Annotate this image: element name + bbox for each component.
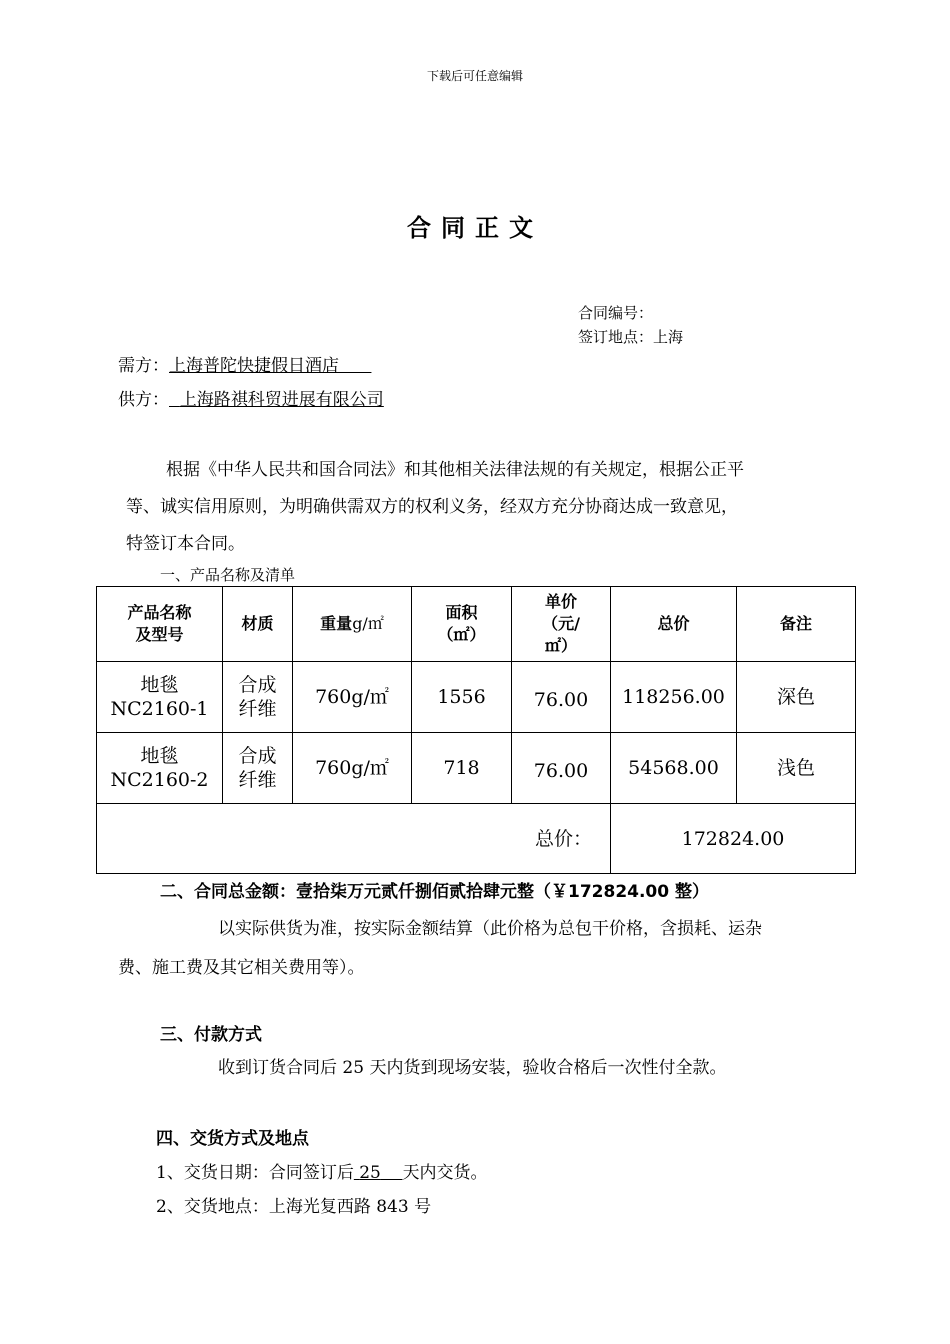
cell-total: 54568.00	[611, 733, 737, 804]
delivery-date-suffix: 天内交货。	[402, 1163, 488, 1183]
total-label: 总价：	[97, 804, 611, 874]
buyer-label: 需方：	[118, 356, 169, 376]
delivery-date-prefix: 1、交货日期：合同签订后	[156, 1163, 354, 1183]
cell-material: 合成 纤维	[223, 662, 293, 733]
intro-line-2: 等、诚实信用原则，为明确供需双方的权利义务，经双方充分协商达成一致意见，	[126, 497, 738, 517]
header-material: 材质	[223, 587, 293, 662]
document-title: 合同正文	[407, 214, 543, 242]
delivery-days: 25	[359, 1163, 381, 1183]
table-row	[97, 662, 856, 733]
section2-title: 二、合同总金额：壹拾柒万元贰仟捌佰贰拾肆元整（￥172824.00 整）	[160, 882, 710, 902]
cell-material: 合成 纤维	[223, 733, 293, 804]
table-header-row	[97, 587, 856, 662]
cell-unit-price: 76.00	[512, 662, 611, 733]
cell-weight: 760g/㎡	[293, 662, 412, 733]
section3-title: 三、付款方式	[160, 1025, 262, 1045]
cell-area: 1556	[412, 662, 512, 733]
table-total-row	[97, 804, 856, 874]
total-value: 172824.00	[611, 804, 856, 874]
delivery-date-line	[156, 1158, 488, 1183]
section1-title: 一、产品名称及清单	[160, 566, 296, 584]
product-table	[96, 586, 856, 874]
section4-title: 四、交货方式及地点	[156, 1129, 309, 1149]
contract-number-label: 合同编号：	[578, 304, 654, 322]
supplier-line	[118, 385, 384, 410]
cell-weight: 760g/㎡	[293, 733, 412, 804]
cell-remark: 浅色	[737, 733, 856, 804]
cell-remark: 深色	[737, 662, 856, 733]
header-unit-price: 单价 （元/ ㎡）	[512, 587, 611, 662]
buyer-line	[118, 351, 371, 376]
sign-place	[578, 326, 683, 347]
header-weight: 重量g/㎡	[293, 587, 412, 662]
delivery-place: 2、交货地点：上海光复西路 843 号	[156, 1197, 432, 1217]
header-total: 总价	[611, 587, 737, 662]
sign-place-value: 上海	[653, 328, 684, 346]
section3-body: 收到订货合同后 25 天内货到现场安装，验收合格后一次性付全款。	[218, 1058, 727, 1078]
supplier-label: 供方：	[118, 390, 169, 410]
section2-body-line-1: 以实际供货为准，按实际金额结算（此价格为总包干价格，含损耗、运杂	[218, 919, 762, 939]
section2-body-line-2: 费、施工费及其它相关费用等）。	[118, 958, 365, 978]
header-note: 下载后可任意编辑	[426, 69, 523, 83]
buyer-value: 上海普陀快捷假日酒店	[169, 356, 339, 376]
table-row	[97, 733, 856, 804]
intro-line-3: 特签订本合同。	[126, 534, 245, 554]
header-remark: 备注	[737, 587, 856, 662]
cell-product: 地毯 NC2160-1	[97, 662, 223, 733]
supplier-value: 上海路祺科贸进展有限公司	[179, 390, 384, 410]
cell-product: 地毯 NC2160-2	[97, 733, 223, 804]
intro-line-1: 根据《中华人民共和国合同法》和其他相关法律法规的有关规定，根据公正平	[166, 460, 744, 480]
cell-unit-price: 76.00	[512, 733, 611, 804]
sign-place-label: 签订地点：	[578, 328, 654, 346]
header-product-name: 产品名称 及型号	[97, 587, 223, 662]
cell-area: 718	[412, 733, 512, 804]
header-area: 面积 （㎡）	[412, 587, 512, 662]
cell-total: 118256.00	[611, 662, 737, 733]
